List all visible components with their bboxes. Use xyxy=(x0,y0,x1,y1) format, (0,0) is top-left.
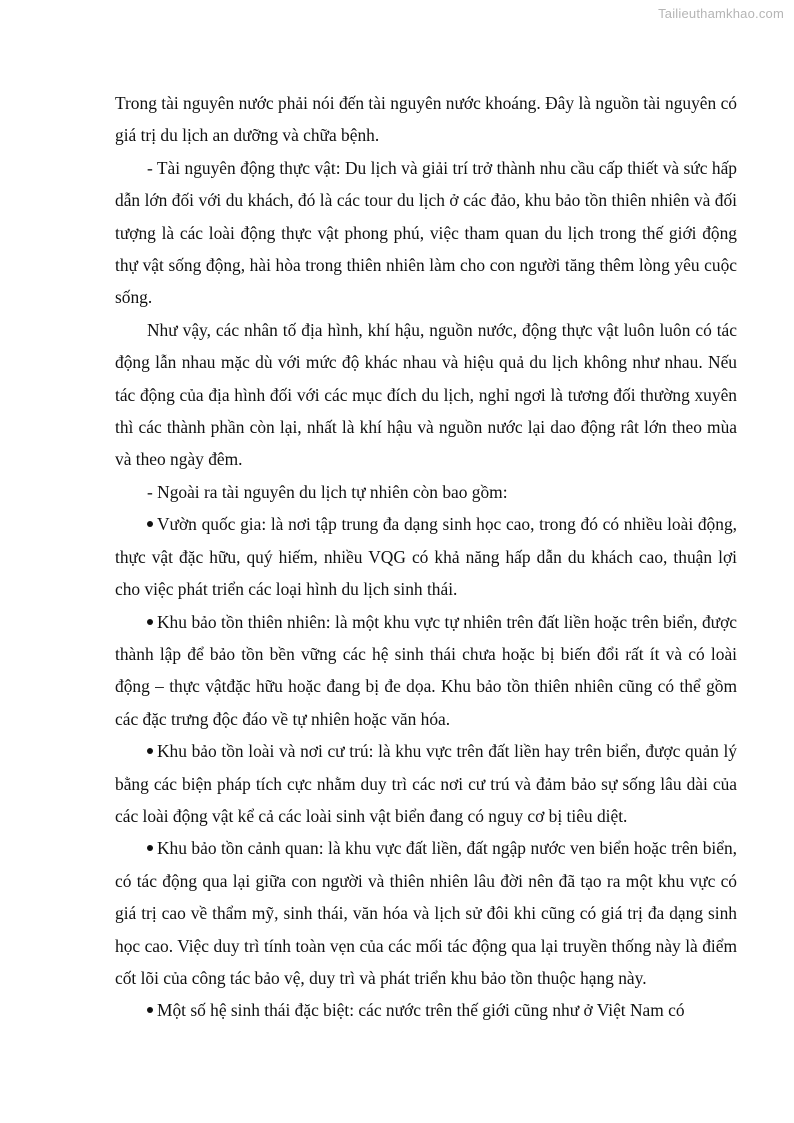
paragraph-other-resources-intro: - Ngoài ra tài nguyên du lịch tự nhiên còn bao gồm: xyxy=(147,481,508,502)
bullet-species-habitat xyxy=(115,735,737,832)
bullet-landscape-reserve xyxy=(115,832,737,994)
bullet-text: Một số hệ sinh thái đặc biệt: các nước trên thế giới cũng như ở Việt Nam có xyxy=(157,1000,685,1021)
paragraph-factors-interaction: Như vậy, các nhân tố địa hình, khí hậu, nguồn nước, động thực vật luôn luôn có tác động lẫn nhau mặc dù với mức độ khác nhau và hiệu quả du lịch không như nhau. Nếu tác động của địa hình đối với các mục đích du lịch, nghỉ ngơi là tương đối thường xuyên thì các thành phần còn lại, nhất là khí hậu và nguồn nước lại dao động rât lớn theo mùa và theo ngày đêm. xyxy=(115,319,737,470)
bullet-text: Vườn quốc gia: là nơi tập trung đa dạng sinh học cao, trong đó có nhiều loài động, thực vật đặc hữu, quý hiếm, nhiều VQG có khả năng hấp dẫn du khách cao, thuận lợi cho việc phát triển các loại hình du lịch sinh thái. xyxy=(115,514,737,600)
paragraph-mineral-water: Trong tài nguyên nước phải nói đến tài nguyên nước khoáng. Đây là nguồn tài nguyên có giá trị du lịch an dưỡng và chữa bệnh. xyxy=(115,93,737,146)
bullet-text: Khu bảo tồn loài và nơi cư trú: là khu vực trên đất liền hay trên biển, được quản lý bằng các biện pháp tích cực nhằm duy trì các nơi cư trú và đảm bảo sự sống lâu dài của các loài động vật kể cả các loài sinh vật biển đang có nguy cơ bị tiêu diệt. xyxy=(115,741,737,826)
bullet-icon xyxy=(147,748,153,754)
bullet-text: Khu bảo tồn thiên nhiên: là một khu vực tự nhiên trên đất liền hoặc trên biển, được thành lập để bảo tồn bền vững các hệ sinh thái chưa hoặc bị biến đổi rất ít và có loài động – thực vậtđặc hữu hoặc đang bị đe dọa. Khu bảo tồn thiên nhiên cũng có thể gồm các đặc trưng độc đáo về tự nhiên hoặc văn hóa. xyxy=(115,611,737,729)
bullet-icon xyxy=(147,845,153,851)
bullet-national-park xyxy=(115,508,737,605)
bullet-icon xyxy=(147,619,153,625)
bullet-special-ecosystems xyxy=(115,994,737,1026)
bullet-nature-reserve xyxy=(115,606,737,736)
document-body xyxy=(115,87,737,1027)
watermark: Tailieuthamkhao.com xyxy=(658,6,784,21)
bullet-text: Khu bảo tồn cảnh quan: là khu vực đất liền, đất ngập nước ven biển hoặc trên biển, có tác động qua lại giữa con người và thiên nhiên lâu đời nên đã tạo ra một khu vực có giá trị cao về thẩm mỹ, sinh thái, văn hóa và lịch sử đôi khi cũng có giá trị đa dạng sinh học cao. Việc duy trì tính toàn vẹn của các mối tác động qua lại truyền thống này là điểm cốt lõi của công tác bảo vệ, duy trì và phát triển khu bảo tồn thuộc hạng này. xyxy=(115,838,737,988)
paragraph-flora-fauna: - Tài nguyên động thực vật: Du lịch và giải trí trở thành nhu cầu cấp thiết và sức hấp dẫn lớn đối với du khách, đó là các tour du lịch ở các đảo, khu bảo tồn thiên nhiên và đối tượng là các loài động thực vật phong phú, việc tham quan du lịch trong thế giới động thự vật sống động, hài hòa trong thiên nhiên làm cho con người tăng thêm lòng yêu cuộc sống. xyxy=(115,157,737,308)
bullet-icon xyxy=(147,1007,153,1013)
bullet-icon xyxy=(147,521,153,527)
